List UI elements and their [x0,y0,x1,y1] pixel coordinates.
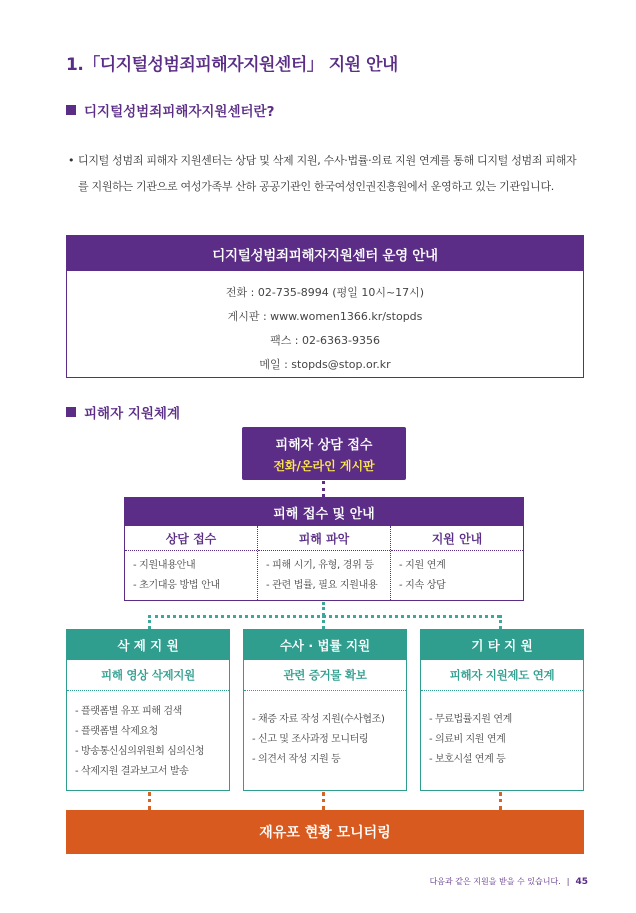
square-bullet-icon [66,105,76,115]
intake-guide-box [124,497,524,601]
intro-paragraph [68,148,584,200]
page-number: 45 [575,876,588,887]
square-bullet-icon [66,407,76,417]
intake-title: 피해자 상담 접수 [275,438,373,453]
column-damage-assessment [257,526,390,600]
connector-line [322,481,325,497]
section-heading-text: 피해자 지원체계 [84,406,180,422]
info-board: 게시판 : www.women1366.kr/stopds [227,310,423,323]
list-item: - 보호시설 연계 등 [429,754,506,765]
footer-text: 다음과 같은 지원을 받을 수 있습니다. [429,877,561,886]
info-phone: 전화 : 02-735-8994 (평일 10시~17시) [225,286,425,299]
section-heading-center-intro [66,100,274,120]
list-item: - 방송통신심의위원회 심의신청 [75,746,205,757]
column-title: 상담 접수 [125,526,257,551]
column-support-guide [390,526,523,600]
legal-support-box [243,629,407,791]
connector-line [322,792,325,810]
connector-line [499,615,502,629]
page-footer [430,876,588,887]
intake-channel: 전화/온라인 게시판 [273,459,375,473]
info-fax: 팩스 : 02-6363-9356 [270,334,380,347]
list-item: - 무료법률지원 연계 [429,714,512,725]
list-item: - 의견서 작성 지원 등 [252,754,341,765]
column-title: 지원 안내 [391,526,523,551]
list-item: - 지속 상담 [399,580,446,591]
column-title: 피해 파악 [258,526,390,551]
intake-guide-heading: 피해 접수 및 안내 [125,498,523,526]
list-item: - 신고 및 조사과정 모니터링 [252,734,369,745]
bullet-icon: • [68,154,75,167]
support-subtitle: 피해 영상 삭제지원 [67,660,229,691]
column-counsel [125,526,257,600]
other-support-box [420,629,584,791]
connector-line [148,792,151,810]
list-item: - 피해 시기, 유형, 경위 등 [266,560,374,571]
list-item: - 지원내용안내 [133,560,196,571]
support-title: 수사 · 법률 지원 [244,630,406,660]
intro-text: 디지털 성범죄 피해자 지원센터는 상담 및 삭제 지원, 수사·법률·의료 지원 연계를 통해 디지털 성범죄 피해자를 지원하는 기관으로 여성가족부 산하 공공기관인 한국여성인권진흥원에서 운영하고 있는 기관입니다. [78,154,577,193]
list-item: - 플랫폼별 삭제요청 [75,726,158,737]
list-item: - 관련 법률, 필요 지원내용 [266,580,378,591]
connector-line [148,615,151,629]
list-item: - 의료비 지원 연계 [429,734,506,745]
section-heading-text: 디지털성범죄피해자지원센터란? [84,104,275,120]
info-box-heading: 디지털성범죄피해자지원센터 운영 안내 [67,236,583,271]
list-item: - 지원 연계 [399,560,446,571]
support-subtitle: 피해자 지원제도 연계 [421,660,583,691]
list-item: - 채증 자료 작성 지원(수사협조) [252,714,385,725]
info-email: 메일 : stopds@stop.or.kr [259,358,391,371]
connector-line [499,792,502,810]
footer-separator: | [566,877,570,886]
connector-line [322,615,325,629]
list-item: - 초기대응 방법 안내 [133,580,220,591]
operation-info-box [66,235,584,378]
deletion-support-box [66,629,230,791]
connector-line [322,602,325,616]
monitoring-bar: 재유포 현황 모니터링 [66,810,584,854]
list-item: - 플랫폼별 유포 피해 검색 [75,706,182,717]
page-title: 1.「디지털성범죄피해자지원센터」 지원 안내 [66,55,398,75]
support-subtitle: 관련 증거물 확보 [244,660,406,691]
support-title: 삭 제 지 원 [67,630,229,660]
section-heading-support-system [66,402,180,422]
list-item: - 삭제지원 결과보고서 발송 [75,766,189,777]
support-title: 기 타 지 원 [421,630,583,660]
intake-box [242,427,406,480]
